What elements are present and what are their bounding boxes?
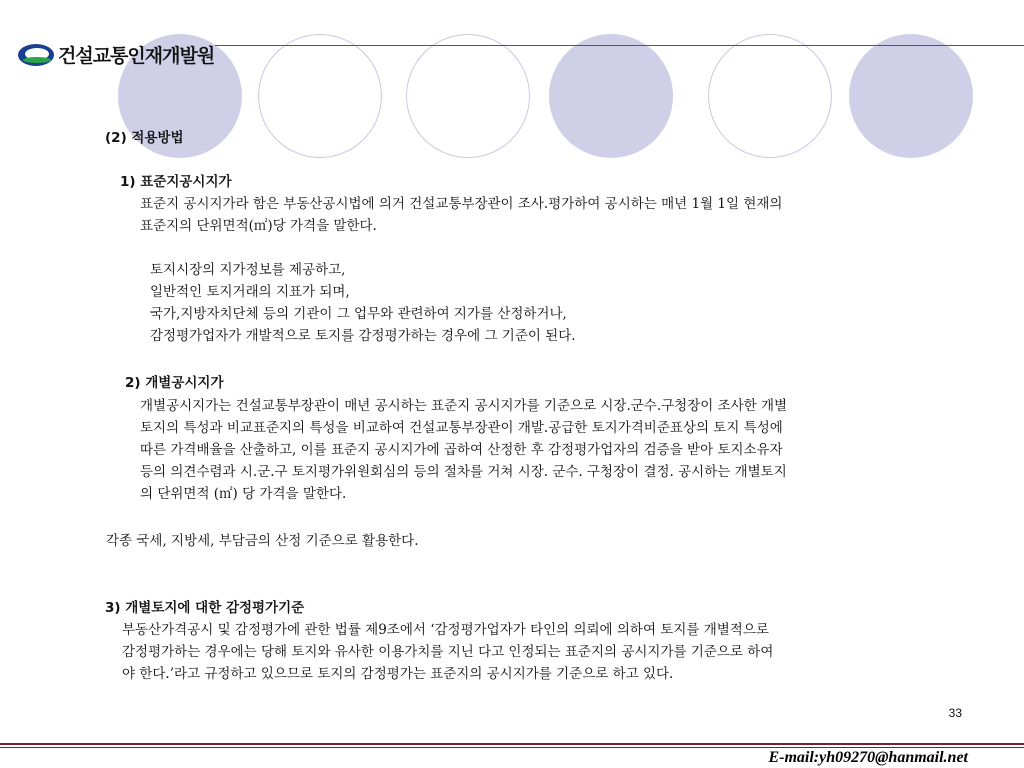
section-3-para-line: 감정평가하는 경우에는 당해 토지와 유사한 이용가치를 지닌 다고 인정되는 표준지의 공시지가를 기준으로 하여 <box>122 644 774 660</box>
usage-summary: 각종 국세, 지방세, 부담금의 산정 기준으로 활용한다. <box>106 533 419 549</box>
organization-logo <box>18 41 214 68</box>
header-rule <box>215 45 1024 46</box>
decorative-circle-6 <box>708 34 832 158</box>
subsection-2-para-line: 등의 의견수렴과 시.군.구 토지평가위원회심의 등의 절차를 거쳐 시장. 군수. 구청장이 결정. 공시하는 개별토지 <box>140 464 787 480</box>
subsection-2-para-line: 토지의 특성과 비교표준지의 특성을 비교하여 건설교통부장관이 개발.공급한 토지가격비준표상의 토지 특성에 <box>140 420 783 436</box>
decorative-circle-4 <box>258 34 382 158</box>
usage-list-item: 감정평가업자가 개발적으로 토지를 감정평가하는 경우에 그 기준이 된다. <box>150 328 576 344</box>
section-3-para-line: 부동산가격공시 및 감정평가에 관한 법률 제9조에서 ‘감정평가업자가 타인의 의뢰에 의하여 토지를 개별적으로 <box>122 622 769 638</box>
section-3-para-line: 야 한다.’라고 규정하고 있으므로 토지의 감정평가는 표준지의 공시지가를 기준으로 하고 있다. <box>122 666 674 682</box>
subsection-2-para-line: 개별공시지가는 건설교통부장관이 매년 공시하는 표준지 공시지가를 기준으로 시장.군수.구청장이 조사한 개별 <box>140 398 788 414</box>
contact-email[interactable]: E-mail:yh09270@hanmail.net <box>768 749 968 766</box>
decorative-circle-5 <box>406 34 530 158</box>
page-number: 33 <box>948 706 962 720</box>
decorative-circle-3 <box>849 34 973 158</box>
usage-list-item: 토지시장의 지가정보를 제공하고, <box>150 262 346 278</box>
logo-text: 건설교통인재개발원 <box>58 45 215 67</box>
subsection-1-heading: 1) 표준지공시지가 <box>120 174 232 190</box>
section-3-title: 3) 개별토지에 대한 감정평가기준 <box>105 600 305 616</box>
section-2-title: (2) 적용방법 <box>105 130 184 146</box>
footer-rule-thin <box>0 747 1024 748</box>
subsection-2-para-line: 의 단위면적 (㎡) 당 가격을 말한다. <box>140 486 347 502</box>
footer-rule <box>0 743 1024 745</box>
subsection-1-para-line: 표준지 공시지가라 함은 부동산공시법에 의거 건설교통부장관이 조사.평가하여 공시하는 매년 1월 1일 현재의 <box>140 196 783 212</box>
subsection-2-para-line: 따른 가격배율을 산출하고, 이를 표준지 공시지가에 곱하여 산정한 후 감정평가업자의 검증을 받아 토지소유자 <box>140 442 783 458</box>
subsection-2-heading: 2) 개별공시지가 <box>125 375 224 391</box>
usage-list-item: 일반적인 토지거래의 지표가 되며, <box>150 284 350 300</box>
decorative-circle-2 <box>549 34 673 158</box>
subsection-1-para-line: 표준지의 단위면적(㎡)당 가격을 말한다. <box>140 218 377 234</box>
logo-emblem-icon <box>18 44 54 66</box>
usage-list-item: 국가,지방자치단체 등의 기관이 그 업무와 관련하여 지가를 산정하거나, <box>150 306 567 322</box>
